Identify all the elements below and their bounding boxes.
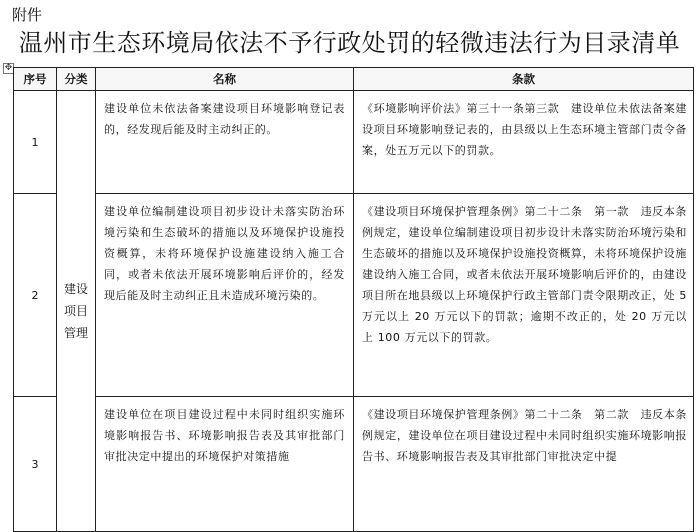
row-seq: 3 xyxy=(14,397,57,532)
row-clause-text: 《建设项目环境保护管理条例》第二十二条 第二款 违反本条例规定，建设单位在项目建设过程中未同时组织实施环境影响报告书、环境影响报告表及其审批部门审批决定中提 xyxy=(362,408,687,463)
table-row xyxy=(14,397,694,532)
table-header-row xyxy=(14,68,694,91)
row-name-text: 建设单位编制建设项目初步设计未落实防治环境污染和生态破坏的措施以及环境保护设施投资概算，未将环境保护设施建设纳入施工合同，或者未依法开展环境影响后评价的，经发现后能及时主动纠正且未造成环境污染的。 xyxy=(104,205,345,302)
row-clause-text: 《建设项目环境保护管理条例》第二十二条 第一款 违反本条例规定，建设单位编制建设项目初步设计未落实防治环境污染和生态破坏的措施以及环境保护设施投资概算，未将环境保护设施建设纳入施工合同，或者未依法开展环境影响后评价的，由建设项目所在地县级以上环境保护行政主管部门责令限期改正，处 5 万元以上 20 万元以下的罚款；逾期不改正的，处 20 万元以上 100 万元以下的罚款。 xyxy=(362,205,687,344)
column-header-clause: 条款 xyxy=(354,68,694,91)
row-name xyxy=(96,91,354,194)
category-label: 建设项目管理 xyxy=(64,282,89,340)
violation-table xyxy=(13,67,694,532)
row-clause-text: 《环境影响评价法》第三十一条第三款 建设单位未依法备案建设项目环境影响登记表的，由县级以上生态环境主管部门责令备案，处五万元以下的罚款。 xyxy=(362,102,687,157)
row-clause xyxy=(354,194,694,397)
page-title: 温州市生态环境局依法不予行政处罚的轻微违法行为目录清单 xyxy=(18,29,681,57)
table-row xyxy=(14,194,694,397)
row-seq: 2 xyxy=(14,194,57,397)
row-name xyxy=(96,194,354,397)
table-row xyxy=(14,91,694,194)
row-clause xyxy=(354,91,694,194)
column-header-name: 名称 xyxy=(96,68,354,91)
category-cell xyxy=(57,91,96,532)
move-handle-icon[interactable]: ✥ xyxy=(4,63,13,73)
row-name-text: 建设单位在项目建设过程中未同时组织实施环境影响报告书、环境影响报告表及其审批部门审批决定中提出的环境保护对策措施 xyxy=(104,408,345,463)
row-clause xyxy=(354,397,694,532)
annex-label: 附件 xyxy=(12,6,43,24)
row-name xyxy=(96,397,354,532)
column-header-seq: 序号 xyxy=(14,68,57,91)
row-seq: 1 xyxy=(14,91,57,194)
row-name-text: 建设单位未依法备案建设项目环境影响登记表的，经发现后能及时主动纠正的。 xyxy=(104,102,345,136)
column-header-category: 分类 xyxy=(57,68,96,91)
